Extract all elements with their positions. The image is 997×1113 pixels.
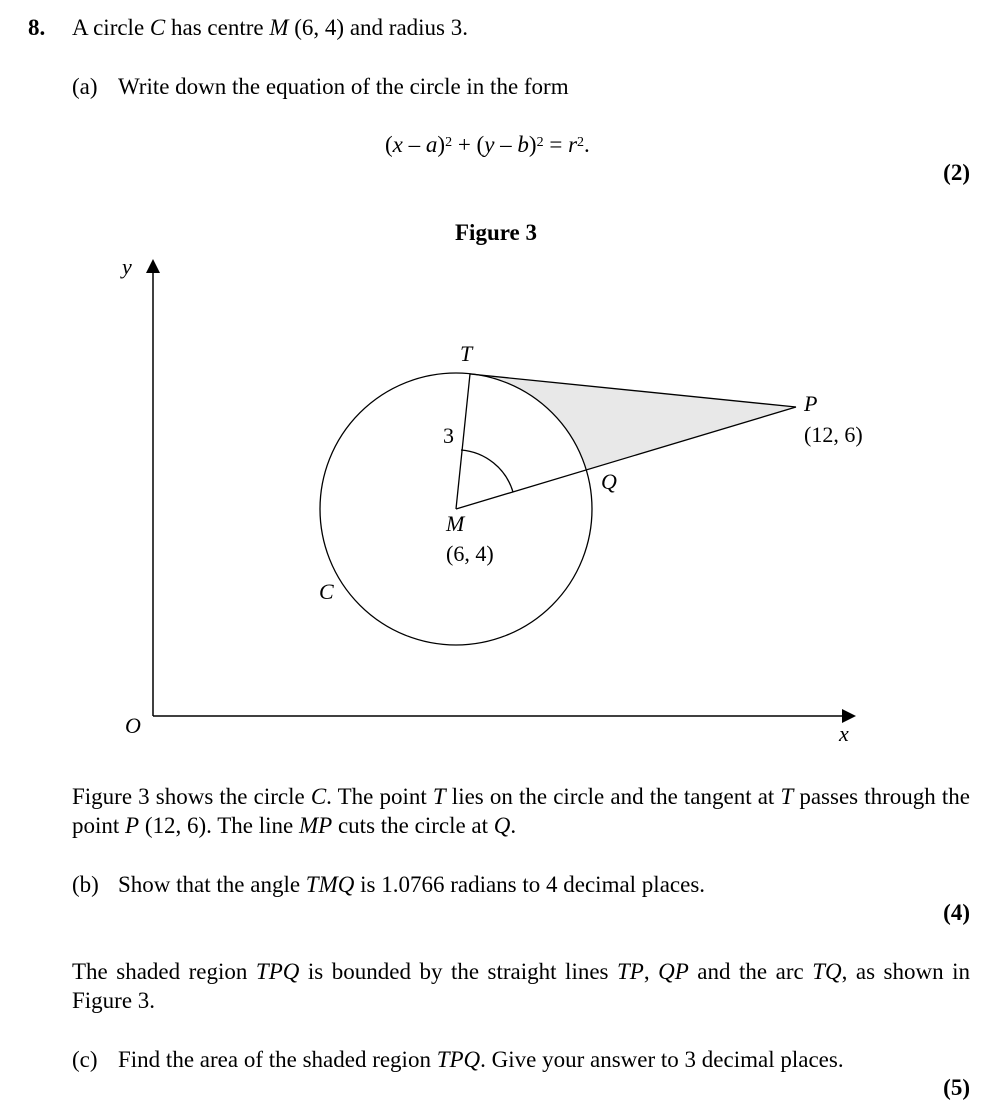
part-b-label: (b) [72, 872, 99, 897]
radius-label: 3 [443, 423, 454, 448]
point-q-label: Q [601, 469, 617, 494]
eq-part: – [494, 132, 518, 157]
x-axis-label: x [839, 721, 849, 746]
part-c-text-run: . Give your answer to 3 decimal places. [480, 1047, 844, 1072]
intro-centre-name: M [269, 15, 289, 40]
intro-circle-name: C [149, 15, 166, 40]
eq-part: ) [437, 132, 446, 157]
radius-mt [456, 374, 470, 509]
desc-var: P [125, 813, 140, 838]
part-b-marks: (4) [943, 900, 970, 925]
desc-text: (12, 6). The line [139, 813, 299, 838]
desc-text: lies on the circle and the tangent at [445, 784, 781, 809]
eq-part: – [402, 132, 426, 157]
origin-label: O [125, 713, 141, 738]
point-p-coords: (12, 6) [804, 422, 863, 447]
part-b-text-run: Show that the angle [118, 872, 306, 897]
point-m-coords: (6, 4) [446, 541, 494, 566]
shaded-text: , [643, 959, 659, 984]
shaded-var: QP [658, 959, 689, 984]
eq-part: . [584, 132, 590, 157]
angle-arc-tmq [461, 450, 513, 492]
part-c-text [118, 1045, 844, 1074]
part-c-marks: (5) [943, 1075, 970, 1100]
point-m-label: M [446, 511, 465, 536]
eq-exponent: 2 [577, 135, 585, 150]
desc-text: cuts the circle at [332, 813, 494, 838]
figure-description [72, 782, 970, 840]
shaded-var: TP [617, 959, 644, 984]
eq-part: ) [528, 132, 537, 157]
desc-var: C [310, 784, 327, 809]
eq-var: y [484, 132, 495, 157]
circle-c-label: C [319, 579, 334, 604]
part-a-text: Write down the equation of the circle in the form [118, 74, 569, 99]
eq-var: b [517, 132, 529, 157]
intro-text: (6, 4) and radius 3. [288, 15, 469, 40]
eq-var: x [392, 132, 403, 157]
point-t-label: T [460, 341, 473, 366]
shaded-var: TPQ [255, 959, 300, 984]
point-p-label: P [804, 391, 818, 416]
y-axis-arrow [146, 259, 160, 273]
question-number: 8. [28, 15, 46, 40]
desc-text: . The point [326, 784, 433, 809]
part-a-label: (a) [72, 74, 98, 99]
desc-var: MP [299, 813, 333, 838]
eq-part: + ( [452, 132, 485, 157]
shaded-text: and the arc [688, 959, 813, 984]
intro-text: A circle [72, 15, 150, 40]
intro-text: has centre [165, 15, 270, 40]
desc-text: Figure 3 shows the circle [72, 784, 311, 809]
desc-text: . [510, 813, 517, 838]
y-axis-label: y [122, 254, 132, 279]
eq-var: r [568, 132, 578, 157]
desc-var: T [780, 784, 794, 809]
shaded-text: The shaded region [72, 959, 256, 984]
shaded-region-description [72, 957, 970, 1015]
eq-exponent: 2 [445, 135, 453, 150]
part-b-text [118, 870, 705, 899]
eq-part: = [543, 132, 569, 157]
part-a-marks: (2) [943, 160, 970, 185]
part-c-label: (c) [72, 1047, 98, 1072]
shaded-text: is bounded by the straight lines [299, 959, 618, 984]
eq-exponent: 2 [536, 135, 544, 150]
part-b-text-run: is 1.0766 radians to 4 decimal places. [354, 872, 706, 897]
desc-var: Q [493, 813, 511, 838]
desc-text: passes through the point [72, 784, 970, 838]
eq-var: a [425, 132, 438, 157]
shaded-var: TQ [812, 959, 842, 984]
part-b-angle: TMQ [305, 872, 355, 897]
part-c-text-run: Find the area of the shaded region [118, 1047, 437, 1072]
shaded-text: , as shown in Figure 3. [72, 959, 971, 1013]
figure-title: Figure 3 [455, 220, 537, 245]
part-c-region: TPQ [436, 1047, 481, 1072]
desc-var: T [432, 784, 446, 809]
eq-part: ( [385, 132, 393, 157]
